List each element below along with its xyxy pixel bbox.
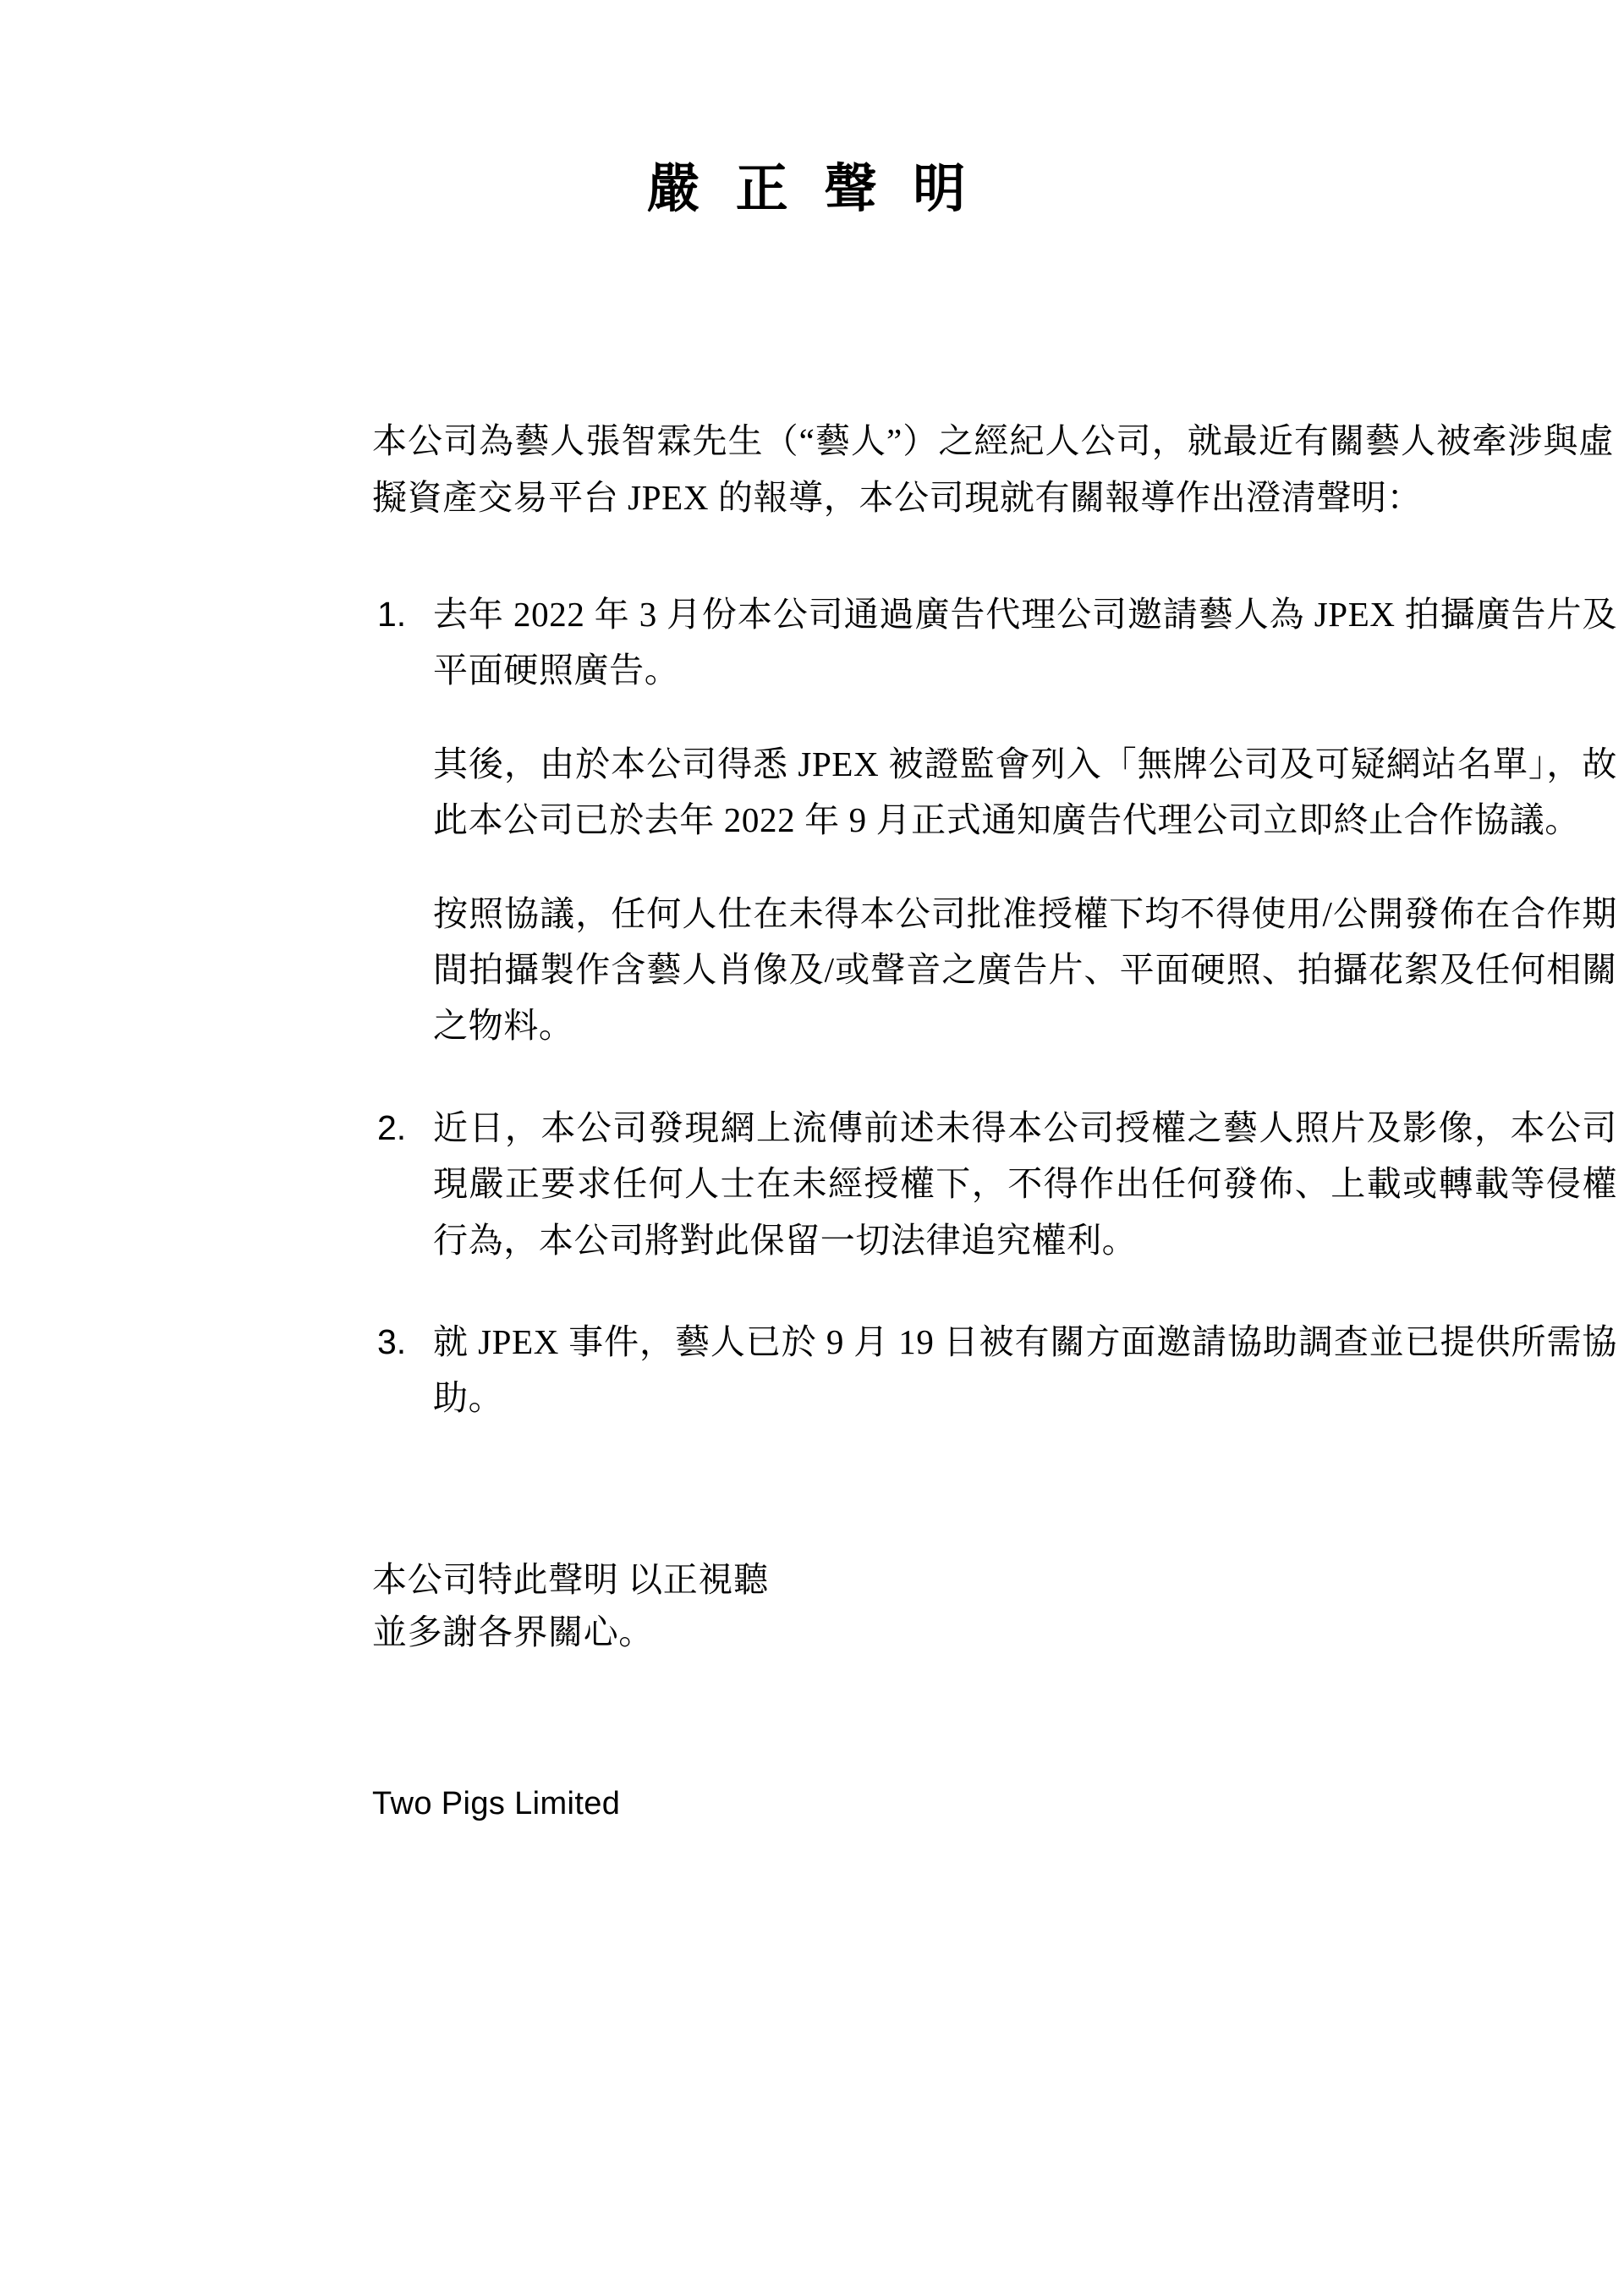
list-marker: 1.: [377, 595, 407, 634]
list-item: [372, 1100, 1617, 1268]
list-item-paragraph: 就 JPEX 事件，藝人已於 9 月 19 日被有關方面邀請協助調查並已提供所需協助。: [433, 1322, 1617, 1418]
list-item-paragraph: 其後，由於本公司得悉 JPEX 被證監會列入「無牌公司及可疑網站名單」，故此本公司已於去年 2022 年 9 月正式通知廣告代理公司立即終止合作協議。: [433, 744, 1617, 840]
closing-line-2: 並多謝各界關心。: [372, 1612, 654, 1652]
document-body: [182, 413, 1617, 1821]
intro-paragraph: 本公司為藝人張智霖先生（“藝人”）之經紀人公司，就最近有關藝人被牽涉與虛擬資產交易平台 JPEX 的報導，本公司現就有關報導作出澄清聲明：: [372, 421, 1614, 517]
list-marker: 2.: [377, 1107, 407, 1147]
numbered-list: [372, 586, 1617, 1426]
list-item: [372, 1314, 1617, 1426]
list-item: [372, 586, 1617, 1054]
list-marker: 3.: [377, 1322, 407, 1362]
signature: Two Pigs Limited: [372, 1785, 621, 1821]
closing-line-1: 本公司特此聲明 以正視聽: [372, 1559, 769, 1599]
list-item-paragraph: 近日，本公司發現網上流傳前述未得本公司授權之藝人照片及影像，本公司現嚴正要求任何人士在未經授權下，不得作出任何發佈、上載或轉載等侵權行為，本公司將對此保留一切法律追究權利。: [433, 1107, 1617, 1260]
closing-block: [372, 1553, 1556, 1659]
list-item-paragraph: 去年 2022 年 3 月份本公司通過廣告代理公司邀請藝人為 JPEX 拍攝廣告片及平面硬照廣告。: [433, 595, 1617, 690]
page-title: 嚴 正 聲 明: [647, 161, 977, 218]
list-item-paragraph: 按照協議，任何人仕在未得本公司批准授權下均不得使用/公開發佈在合作期間拍攝製作含藝人肖像及/或聲音之廣告片、平面硬照、拍攝花絮及任何相關之物料。: [433, 893, 1617, 1046]
